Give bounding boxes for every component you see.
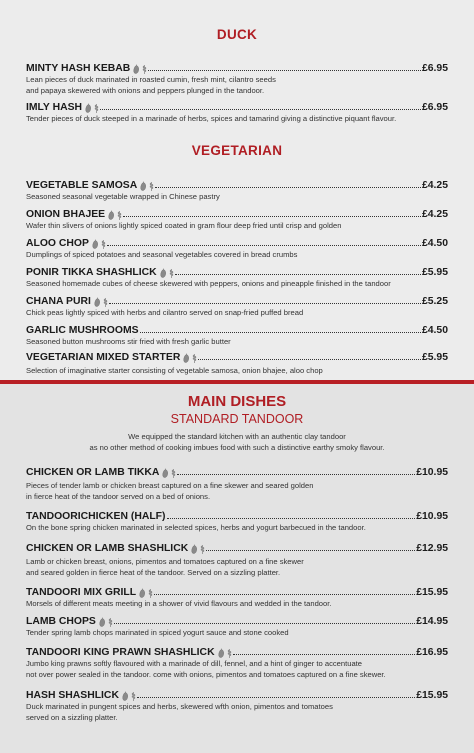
- section-title-main-dishes: MAIN DISHES: [187, 393, 287, 410]
- item-name: CHANA PURI: [26, 296, 91, 307]
- item-description: Seasoned seasonal vegetable wrapped in Chinese pastry: [26, 192, 220, 201]
- item-price: £12.95: [416, 543, 448, 554]
- item-description: Duck marinated in pungent spices and herbs, skewered wfth onion, pimentos and tomatoes: [26, 702, 333, 711]
- section-intro: [0, 432, 474, 453]
- item-description: On the bone spring chicken marinated in selected spices, herbs and yogurt barbecued in the tandoor.: [26, 523, 366, 532]
- dot-leader: [137, 697, 415, 698]
- item-icons: [92, 297, 108, 307]
- item-name: CHICKEN OR LAMB SHASHLICK: [26, 543, 189, 554]
- wheat-icon: [117, 210, 122, 220]
- item-price: £10.95: [416, 511, 448, 522]
- dot-leader: [198, 359, 421, 360]
- item-icons: [97, 617, 113, 627]
- item-description: and seared golden in fierce heat of the tandoor. Served on a sizzling platter.: [26, 567, 281, 577]
- dot-leader: [155, 187, 421, 188]
- item-description: Lean pieces of duck marinated in roasted cumin, fresh mint, cilantro seeds: [26, 75, 276, 84]
- wheat-icon: [103, 297, 108, 307]
- section-title-duck: DUCK: [216, 27, 258, 42]
- menu-item: [26, 645, 448, 680]
- item-icons: [181, 353, 197, 363]
- menu-item: [26, 614, 448, 639]
- menu-item: [26, 294, 448, 319]
- menu-item: [26, 350, 448, 377]
- item-description: Morsels of different meats meeting in a shower of vivid flavours and wedded in the tandoor.: [26, 599, 332, 608]
- item-name: ONION BHAJEE: [26, 209, 106, 220]
- dot-leader: [175, 274, 421, 275]
- menu-item: [26, 465, 448, 502]
- wheat-icon: [148, 588, 153, 598]
- item-price: £4.25: [421, 180, 448, 191]
- item-price: £5.95: [421, 352, 448, 363]
- wheat-icon: [171, 468, 176, 478]
- item-price: £5.95: [421, 267, 448, 278]
- item-description: Lamb or chicken breast, onions, pimentos and tomatoes captured on a fine skewer: [26, 557, 304, 566]
- wheat-icon: [200, 544, 205, 554]
- item-icons: [120, 691, 136, 701]
- dot-leader: [154, 594, 415, 595]
- item-icons: [216, 648, 232, 658]
- wheat-icon: [108, 617, 113, 627]
- item-price: £4.50: [421, 325, 448, 336]
- item-icons: [158, 268, 174, 278]
- item-name: VEGETABLE SAMOSA: [26, 180, 138, 191]
- chili-icon: [83, 103, 93, 113]
- item-price: £15.95: [416, 587, 448, 598]
- item-description: Dumplings of spiced potatoes and seasonal vegetables covered in bread crumbs: [26, 250, 298, 259]
- item-name: TANDOORICHICKEN (HALF): [26, 511, 166, 522]
- dot-leader: [148, 70, 421, 71]
- dot-leader: [109, 303, 421, 304]
- menu-item: [26, 585, 448, 610]
- chili-icon: [120, 691, 130, 701]
- chili-icon: [138, 181, 148, 191]
- dot-leader: [123, 216, 421, 217]
- wheat-icon: [149, 181, 154, 191]
- intro-line: as no other method of cooking imbues food with such a distinctive earthy smoky flavour.: [89, 442, 385, 452]
- chili-icon: [216, 648, 226, 658]
- chili-icon: [92, 297, 102, 307]
- item-description: Chick peas lightly spiced with herbs and cilantro served on snap-fried puffed bread: [26, 308, 304, 317]
- dot-leader: [167, 518, 416, 519]
- item-icons: [189, 544, 205, 554]
- item-icons: [90, 239, 106, 249]
- item-name: TANDOORI KING PRAWN SHASHLICK: [26, 647, 215, 658]
- chili-icon: [160, 468, 170, 478]
- menu-item: [26, 236, 448, 261]
- item-description: Tender spring lamb chops marinated in spiced yogurt sauce and stone cooked: [26, 628, 289, 637]
- chili-icon: [106, 210, 116, 220]
- wheat-icon: [227, 648, 232, 658]
- menu-item: [26, 688, 448, 723]
- menu-item: [26, 178, 448, 203]
- menu-item: [26, 541, 448, 578]
- intro-line: We equipped the standard kitchen with an authentic clay tandoor: [128, 432, 346, 441]
- item-name: CHICKEN OR LAMB TIKKA: [26, 467, 160, 478]
- chili-icon: [131, 64, 141, 74]
- dot-leader: [233, 654, 416, 655]
- item-name: GARLIC MUSHROOMS: [26, 325, 139, 336]
- item-description: not over power sealed in the tandoor. come with onions, pimentos and tomatoes captured on a fine skewer.: [26, 669, 386, 679]
- item-description: in fierce heat of the tandoor served on a bed of onions.: [26, 491, 211, 501]
- item-name: HASH SHASHLICK: [26, 690, 119, 701]
- subsection-title-standard-tandoor: STANDARD TANDOOR: [170, 412, 304, 426]
- item-description: served on a sizzling platter.: [26, 712, 118, 722]
- dot-leader: [140, 332, 421, 333]
- item-price: £6.95: [421, 63, 448, 74]
- dot-leader: [114, 623, 415, 624]
- item-price: £14.95: [416, 616, 448, 627]
- wheat-icon: [101, 239, 106, 249]
- item-description: Seasoned homemade cubes of cheese skewered with peppers, onions and pineapple finished in the tandoor: [26, 279, 391, 288]
- item-description: and papaya skewered with onions and peppers plunged in the tandoor.: [26, 85, 265, 95]
- item-description: Seasoned button mushrooms stir fried with fresh garlic butter: [26, 337, 231, 346]
- item-name: PONIR TIKKA SHASHLICK: [26, 267, 157, 278]
- item-icons: [106, 210, 122, 220]
- chili-icon: [90, 239, 100, 249]
- dot-leader: [107, 245, 421, 246]
- dot-leader: [206, 550, 415, 551]
- menu-item: [26, 323, 448, 348]
- item-price: £15.95: [416, 690, 448, 701]
- item-price: £16.95: [416, 647, 448, 658]
- menu-item: [26, 265, 448, 290]
- item-icons: [137, 588, 153, 598]
- chili-icon: [189, 544, 199, 554]
- chili-icon: [181, 353, 191, 363]
- item-icons: [160, 468, 176, 478]
- item-price: £10.95: [416, 467, 448, 478]
- dot-leader: [177, 474, 415, 475]
- item-description: Jumbo king prawns softly flavoured with a marinade of dill, fennel, and a hint of ginger to accentuate: [26, 659, 363, 668]
- item-name: ALOO CHOP: [26, 238, 89, 249]
- item-name: IMLY HASH: [26, 102, 83, 113]
- item-name: MINTY HASH KEBAB: [26, 63, 131, 74]
- item-price: £5.25: [421, 296, 448, 307]
- dot-leader: [100, 109, 421, 110]
- item-price: £6.95: [421, 102, 448, 113]
- chili-icon: [158, 268, 168, 278]
- chili-icon: [97, 617, 107, 627]
- item-description: Pieces of tender lamb or chicken breast captured on a fine skewer and seared golden: [26, 481, 314, 490]
- wheat-icon: [169, 268, 174, 278]
- chili-icon: [137, 588, 147, 598]
- menu-item: [26, 207, 448, 232]
- wheat-icon: [94, 103, 99, 113]
- wheat-icon: [131, 691, 136, 701]
- item-price: £4.25: [421, 209, 448, 220]
- item-name: VEGETARIAN MIXED STARTER: [26, 352, 181, 363]
- wheat-icon: [192, 353, 197, 363]
- item-description: Selection of imaginative starter consisting of vegetable samosa, onion bhajee, aloo chop: [26, 366, 323, 375]
- section-title-vegetarian: VEGETARIAN: [191, 143, 283, 158]
- item-description: Wafer thin slivers of onions lightly spiced coated in gram flour deep fried until crisp and golden: [26, 221, 342, 230]
- wheat-icon: [142, 64, 147, 74]
- menu-item: [26, 61, 448, 96]
- item-icons: [131, 64, 147, 74]
- item-name: LAMB CHOPS: [26, 616, 96, 627]
- menu-item: [26, 100, 448, 125]
- item-icons: [83, 103, 99, 113]
- item-price: £4.50: [421, 238, 448, 249]
- item-name: TANDOORI MIX GRILL: [26, 587, 137, 598]
- menu-item: [26, 509, 448, 534]
- item-icons: [138, 181, 154, 191]
- item-description: Tender pieces of duck steeped in a marinade of herbs, spices and tamarind giving a distinctive piquant flavour.: [26, 114, 397, 123]
